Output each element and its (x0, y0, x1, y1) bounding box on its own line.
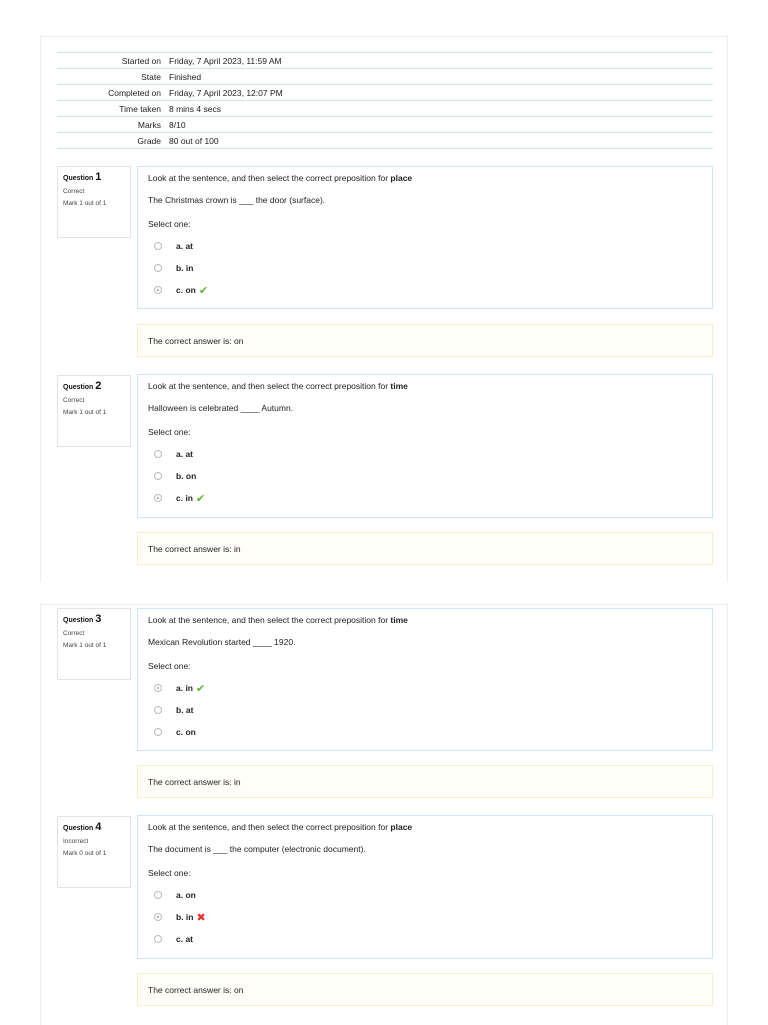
answer-option[interactable]: c. on (148, 721, 702, 743)
question-content (137, 374, 713, 518)
select-one-label: Select one: (148, 427, 191, 437)
summary-value: Finished (165, 69, 713, 85)
answer-feedback: The correct answer is: in (137, 532, 713, 565)
question-state: Incorrect (63, 838, 89, 845)
summary-row (57, 133, 713, 149)
question-content (137, 166, 713, 309)
summary-label: Started on (57, 53, 165, 69)
radio-button-selected[interactable] (154, 684, 162, 692)
radio-button[interactable] (154, 935, 162, 943)
question-state: Correct (63, 188, 85, 195)
review-page-1 (40, 36, 728, 582)
radio-button-selected[interactable] (154, 494, 162, 502)
select-one-label: Select one: (148, 868, 191, 878)
answer-feedback: The correct answer is: on (137, 973, 713, 1006)
answer-option[interactable]: b. on (148, 465, 702, 487)
radio-button[interactable] (154, 264, 162, 272)
question-content (137, 608, 713, 751)
summary-row (57, 101, 713, 117)
checkmark-icon: ✔ (196, 682, 206, 695)
radio-button[interactable] (154, 242, 162, 250)
checkmark-icon: ✔ (198, 284, 209, 297)
answer-option[interactable]: b. in (148, 257, 702, 279)
radio-button[interactable] (154, 706, 162, 714)
question-prompt: Look at the sentence, and then select the correct preposition for time (148, 381, 408, 391)
answer-option[interactable]: a. at (148, 443, 702, 465)
question-info (57, 375, 131, 447)
summary-label: State (57, 69, 165, 85)
question-info (57, 608, 131, 680)
question-state: Correct (63, 397, 85, 404)
question-sentence: Mexican Revolution started ____ 1920. (148, 637, 296, 647)
summary-row (57, 117, 713, 133)
question-prompt: Look at the sentence, and then select the correct preposition for place (148, 173, 413, 183)
summary-label: Completed on (57, 85, 165, 101)
answer-option[interactable]: c. on ✔ (148, 279, 702, 301)
summary-value: 80 out of 100 (165, 133, 713, 149)
summary-value: Friday, 7 April 2023, 11:59 AM (165, 53, 713, 69)
question-mark: Mark 1 out of 1 (63, 200, 107, 207)
question-info (57, 816, 131, 888)
radio-button[interactable] (154, 891, 162, 899)
question-prompt: Look at the sentence, and then select the correct preposition for time (148, 615, 408, 625)
question-number: Question 1 (63, 171, 102, 183)
question-sentence: The Christmas crown is ___ the door (surface). (148, 195, 326, 205)
summary-row (57, 53, 713, 69)
radio-button-selected[interactable] (154, 913, 162, 921)
summary-label: Grade (57, 133, 165, 149)
radio-button-selected[interactable] (154, 286, 162, 294)
question-sentence: The document is ___ the computer (electronic document). (148, 844, 366, 854)
summary-value: 8/10 (165, 117, 713, 133)
summary-label: Marks (57, 117, 165, 133)
answer-feedback: The correct answer is: in (137, 765, 713, 798)
question-mark: Mark 1 out of 1 (63, 409, 107, 416)
select-one-label: Select one: (148, 661, 191, 671)
summary-row (57, 69, 713, 85)
question-number: Question 3 (63, 613, 102, 625)
select-one-label: Select one: (148, 219, 191, 229)
answer-feedback: The correct answer is: on (137, 324, 713, 357)
answer-option[interactable]: c. at (148, 928, 702, 950)
cross-icon: ✖ (196, 911, 206, 924)
summary-value: Friday, 7 April 2023, 12:07 PM (165, 85, 713, 101)
question-number: Question 4 (63, 821, 102, 833)
radio-button[interactable] (154, 450, 162, 458)
summary-label: Time taken (57, 101, 165, 117)
answer-option[interactable]: a. on (148, 884, 702, 906)
answer-option[interactable]: a. at (148, 235, 702, 257)
question-info (57, 166, 131, 238)
answer-option[interactable]: b. in ✖ (148, 906, 702, 928)
question-mark: Mark 1 out of 1 (63, 642, 107, 649)
question-state: Correct (63, 630, 85, 637)
summary-row (57, 85, 713, 101)
question-mark: Mark 0 out of 1 (63, 850, 107, 857)
question-number: Question 2 (63, 380, 102, 392)
attempt-summary-table (57, 52, 713, 149)
review-page-2 (40, 604, 728, 1025)
radio-button[interactable] (154, 472, 162, 480)
question-prompt: Look at the sentence, and then select the correct preposition for place (148, 822, 413, 832)
answer-option[interactable]: a. in ✔ (148, 677, 702, 699)
question-content (137, 815, 713, 959)
answer-option[interactable]: b. at (148, 699, 702, 721)
checkmark-icon: ✔ (196, 492, 206, 505)
answer-option[interactable]: c. in ✔ (148, 487, 702, 509)
question-sentence: Halloween is celebrated ____ Autumn. (148, 403, 294, 413)
summary-value: 8 mins 4 secs (165, 101, 713, 117)
radio-button[interactable] (154, 728, 162, 736)
